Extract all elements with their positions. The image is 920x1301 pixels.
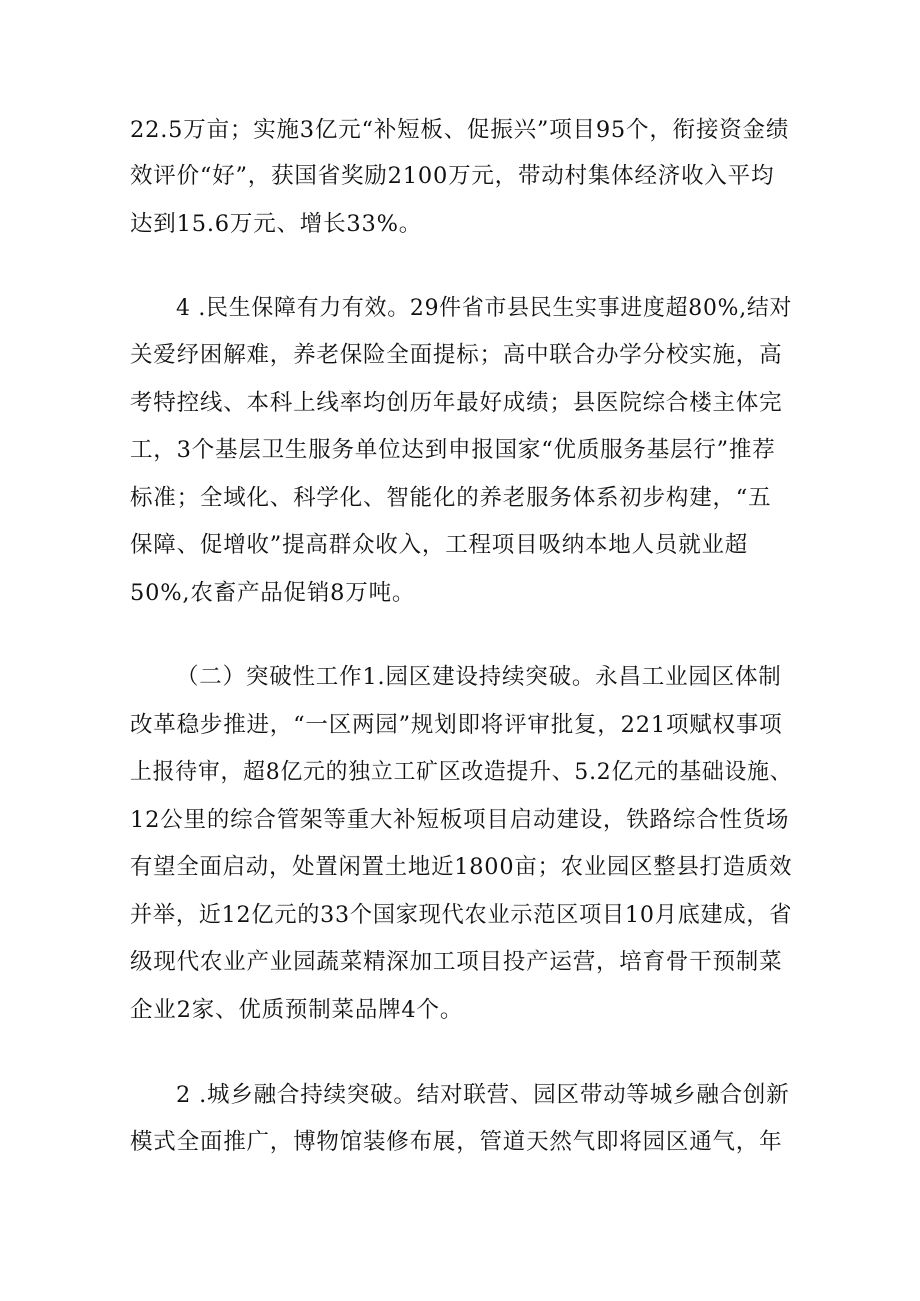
text-line: 有望全面启动，处置闲置土地近1800亩；农业园区整县打造质效 <box>130 854 793 880</box>
text-line: 并举，近12亿元的33个国家现代农业示范区项目10月底建成，省 <box>130 902 793 928</box>
text-line: 考特控线、本科上线率均创历年最好成绩；县医院综合楼主体完 <box>130 390 783 416</box>
text-line: 关爱纾困解难，养老保险全面提标；高中联合办学分校实施，高 <box>130 342 783 368</box>
text-line: 2 .城乡融合持续突破。结对联营、园区带动等城乡融合创新 <box>176 1082 790 1108</box>
text-line: 50%,农畜产品促销8万吨。 <box>130 580 416 606</box>
text-line: 达到15.6万元、增长33%。 <box>130 211 423 237</box>
text-line: 22.5万亩；实施3亿元“补短板、促振兴”项目95个，衔接资金绩 <box>130 117 790 143</box>
text-line: 模式全面推广，博物馆装修布展，管道天然气即将园区通气，年 <box>130 1129 783 1155</box>
text-line: 12公里的综合管架等重大补短板项目启动建设，铁路综合性货场 <box>130 807 790 833</box>
text-line: （二）突破性工作1.园区建设持续突破。永昌工业园区体制 <box>176 664 782 690</box>
text-line: 企业2家、优质预制菜品牌4个。 <box>130 997 464 1023</box>
text-line: 效评价“好”，获国省奖励2100万元，带动村集体经济收入平均 <box>130 163 775 189</box>
text-line: 标准；全域化、科学化、智能化的养老服务体系初步构建，“五 <box>130 485 772 511</box>
text-line: 4 .民生保障有力有效。29件省市县民生实事进度超80%,结对 <box>176 295 793 321</box>
text-line: 工，3个基层卫生服务单位达到申报国家“优质服务基层行”推荐 <box>130 437 776 463</box>
text-line: 上报待审，超8亿元的独立工矿区改造提升、5.2亿元的基础设施、 <box>130 759 793 785</box>
text-line: 保障、促增收”提高群众收入，工程项目吸纳本地人员就业超 <box>130 532 749 558</box>
text-line: 级现代农业产业园蔬菜精深加工项目投产运营，培育骨干预制菜 <box>130 949 783 975</box>
text-line: 改革稳步推进，“一区两园”规划即将评审批复，221项赋权事项 <box>130 712 783 738</box>
